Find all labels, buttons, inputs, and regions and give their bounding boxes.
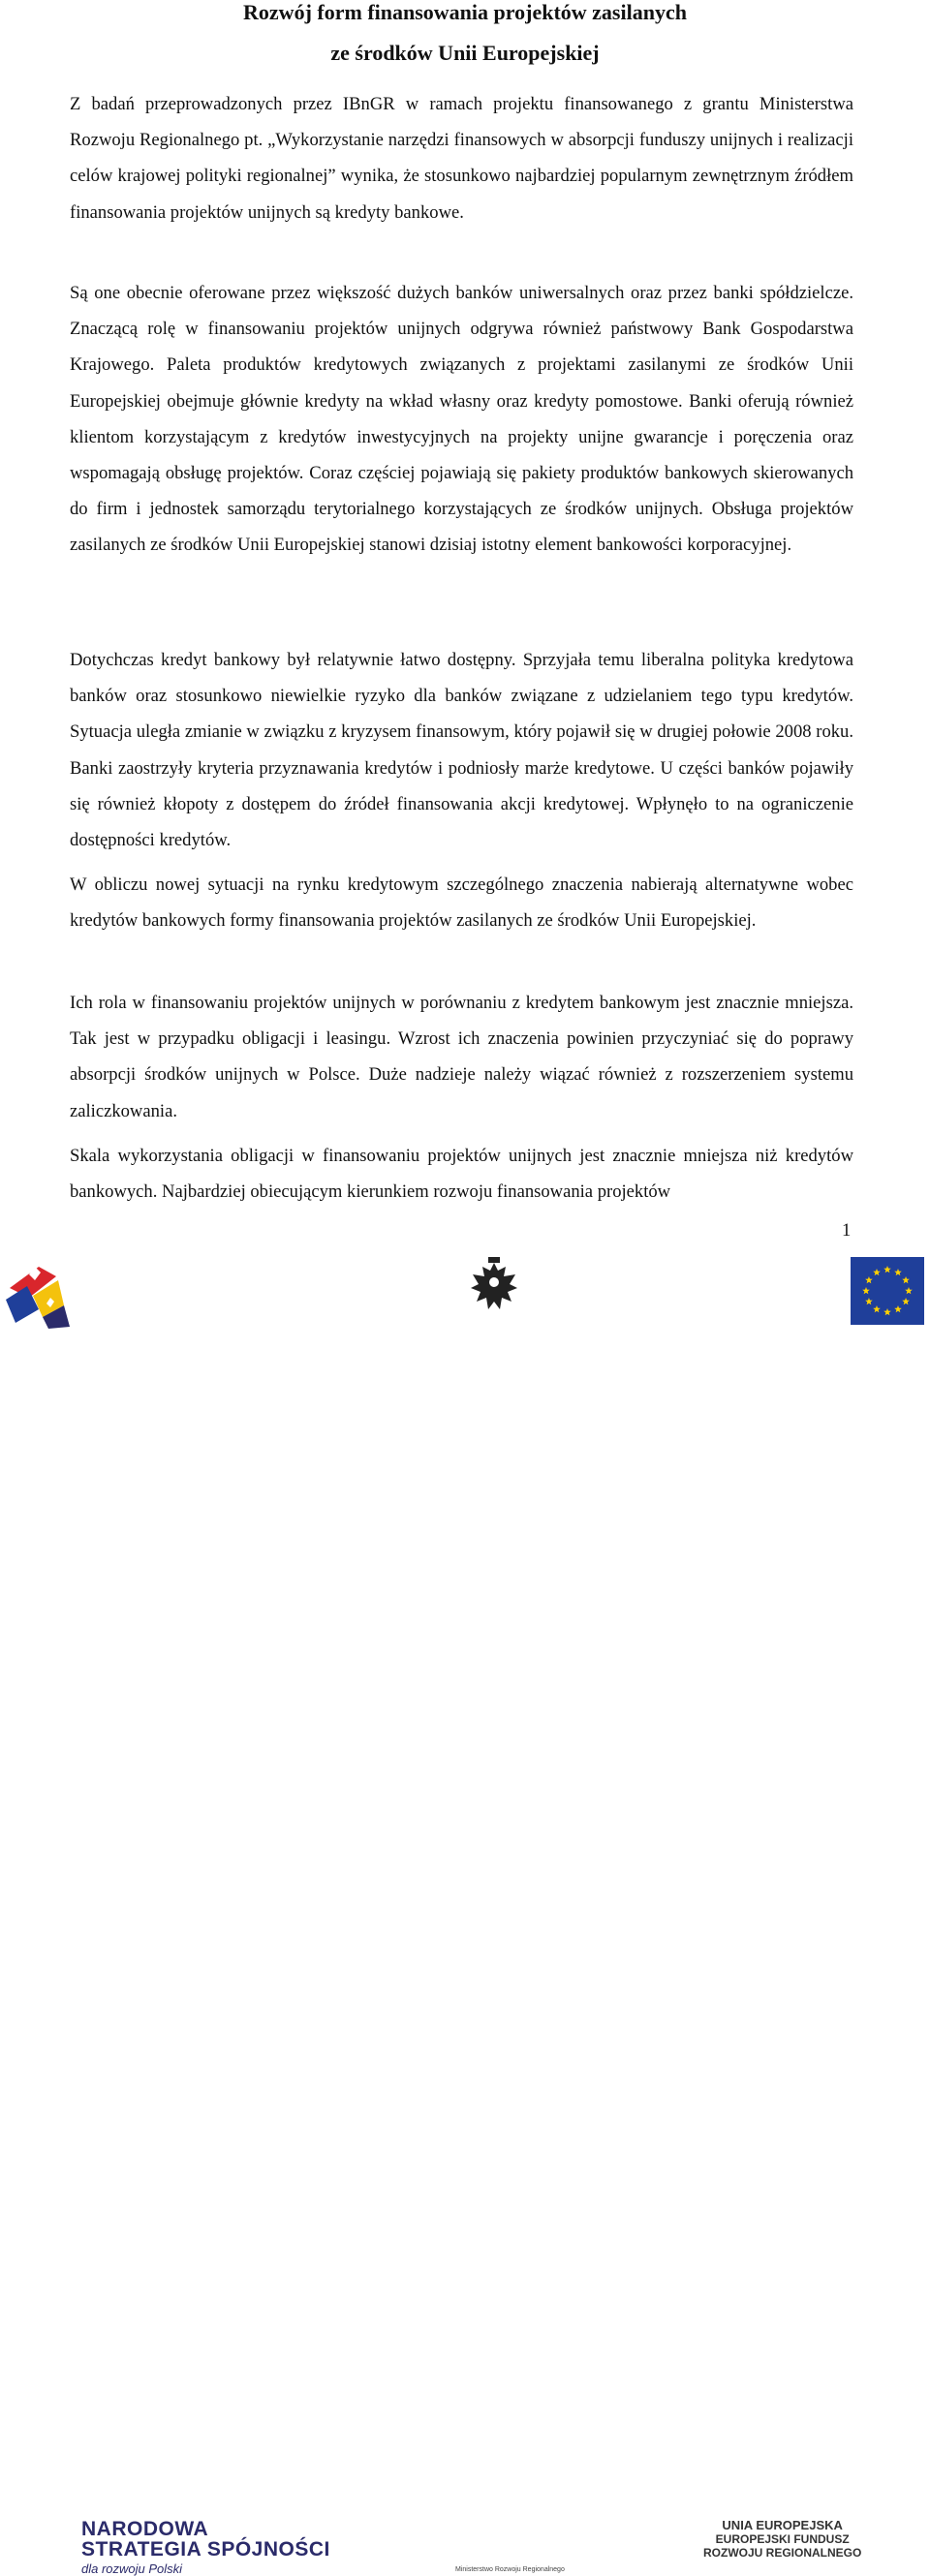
ministry-caption: Ministerstwo Rozwoju Regionalnego: [455, 2566, 565, 2573]
title-line-1: Rozwój form finansowania projektów zasilanych: [243, 0, 687, 24]
eu-line-2: EUROPEJSKI FUNDUSZ: [715, 2532, 850, 2546]
footer-logos: [0, 1249, 930, 2576]
paragraph: Są one obecnie oferowane przez większość dużych banków uniwersalnych oraz przez banki spółdzielcze. Znaczącą rolę w finansowaniu projektów unijnych odgrywa również państwowy Bank Gospodarstwa Krajowego. Paleta produktów kredytowych związanych z projektami zasilanymi ze środków Unii Europejskiej obejmuje głównie kredyty na wkład własny oraz kredyty pomostowe. Banki oferują również klientom korzystającym z kredytów inwestycyjnych na projekty unijne gwarancje i poręczenia oraz wspomagają obsługę projektów. Coraz częściej pojawiają się pakiety produktów bankowych skierowanych do firm i jednostek samorządu terytorialnego korzystających ze środków unijnych. Obsługa projektów zasilanych ze środków Unii Europejskiej stanowi dzisiaj istotny element bankowości korporacyjnej.: [70, 283, 853, 556]
nss-logo-text: [81, 2519, 330, 2576]
page-number: 1: [842, 1220, 852, 1241]
title-line-2: ze środków Unii Europejskiej: [330, 41, 600, 65]
paragraph: Z badań przeprowadzonych przez IBnGR w ramach projektu finansowanego z grantu Ministerstwa Rozwoju Regionalnego pt. „Wykorzystanie narzędzi finansowych w absorpcji funduszy unijnych i realizacji celów krajowej polityki regionalnej” wynika, że stosunkowo najbardziej popularnym zewnętrznym źródłem finansowania projektów unijnych są kredyty bankowe.: [70, 94, 853, 223]
paragraph: Ich rola w finansowaniu projektów unijnych w porównaniu z kredytem bankowym jest znacznie mniejsza. Tak jest w przypadku obligacji i leasingu. Wzrost ich znaczenia powinien przyczyniać się do poprawy absorpcji środków unijnych w Polsce. Duże nadzieje należy wiązać również z rozszerzeniem systemu zaliczkowania.: [70, 993, 853, 1121]
paragraph: Dotychczas kredyt bankowy był relatywnie łatwo dostępny. Sprzyjała temu liberalna polityka kredytowa banków oraz stosunkowo niewielkie ryzyko dla banków związane z udzielaniem tego typu kredytów. Sytuacja uległa zmianie w związku z kryzysem finansowym, który pojawił się w drugiej połowie 2008 roku. Banki zaostrzyły kryteria przyznawania kredytów i podniosły marże kredytowe. U części banków pojawiły się również kłopoty z dostępem do źródeł finansowania akcji kredytowej. Wpłynęło to na ograniczenie dostępności kredytów.: [70, 650, 853, 851]
eu-line-3: ROZWOJU REGIONALNEGO: [703, 2546, 862, 2560]
eu-line-1: UNIA EUROPEJSKA: [722, 2518, 843, 2532]
paragraph: Skala wykorzystania obligacji w finansowaniu projektów unijnych jest znacznie mniejsza niż kredytów bankowych. Najbardziej obiecującym kierunkiem rozwoju finansowania projektów: [70, 1146, 853, 1203]
nss-logo-icon: [6, 1267, 70, 1329]
nss-line-1: NARODOWA: [81, 2518, 209, 2540]
eagle-emblem-icon: [471, 1257, 517, 1309]
paragraph: W obliczu nowej sytuacji na rynku kredytowym szczególnego znaczenia nabierają alternatywne wobec kredytów bankowych formy finansowania projektów zasilanych ze środków Unii Europejskiej.: [70, 874, 853, 932]
nss-line-3: dla rozwoju Polski: [81, 2561, 183, 2576]
footer-graphics: [0, 1249, 930, 1329]
nss-line-2: STRATEGIA SPÓJNOŚCI: [81, 2538, 330, 2561]
eu-fund-text: [703, 2518, 861, 2560]
